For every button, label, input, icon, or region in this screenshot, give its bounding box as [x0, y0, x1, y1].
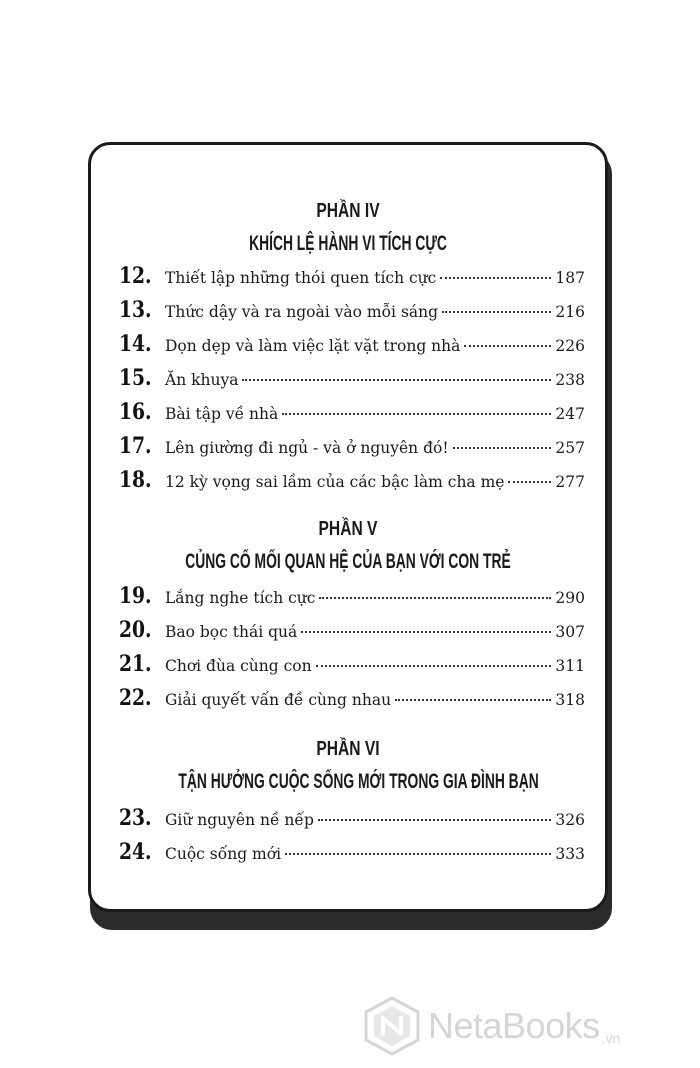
dot-leader: [508, 481, 551, 483]
netabooks-logo-icon: [364, 996, 420, 1056]
chapter-number: 13.: [119, 297, 152, 323]
dot-leader: [464, 345, 551, 347]
dot-leader: [440, 277, 551, 279]
toc-entry: [119, 263, 585, 293]
chapter-title: Thức dậy và ra ngoài vào mỗi sáng: [165, 303, 439, 321]
dot-leader: [316, 665, 552, 667]
chapter-title: Thiết lập những thói quen tích cực: [165, 269, 437, 287]
page-number: 216: [555, 303, 585, 321]
part-title: CỦNG CỐ MỐI QUAN HỆ CỦA BẠN VỚI CON TRẺ: [185, 550, 511, 573]
dot-leader: [395, 699, 551, 701]
part-title: TẬN HƯỞNG CUỘC SỐNG MỚI TRONG GIA ĐÌNH BẠN: [178, 770, 539, 793]
dot-leader: [453, 447, 552, 449]
chapter-number: 14.: [119, 331, 152, 357]
chapter-title: Giải quyết vấn đề cùng nhau: [165, 691, 392, 709]
page-number: 307: [555, 623, 585, 641]
chapter-number: 16.: [119, 399, 152, 425]
chapter-title: Lên giường đi ngủ - và ở nguyên đó!: [165, 439, 449, 457]
chapter-title: Ăn khuya: [165, 371, 239, 389]
chapter-number: 24.: [119, 839, 152, 865]
chapter-title: Cuộc sống mới: [165, 845, 282, 863]
netabooks-watermark: [364, 994, 694, 1058]
part-v-header: [91, 517, 605, 575]
toc-entry: [119, 297, 585, 327]
chapter-title: Dọn dẹp và làm việc lặt vặt trong nhà: [165, 337, 461, 355]
part-label: PHẦN IV: [316, 200, 380, 222]
chapter-number: 12.: [119, 263, 152, 289]
page-number: 333: [555, 845, 585, 863]
chapter-title: Bao bọc thái quá: [165, 623, 298, 641]
page-number: 277: [555, 473, 585, 491]
chapter-number: 18.: [119, 467, 152, 493]
part-label: PHẦN V: [318, 518, 378, 540]
chapter-title: 12 kỳ vọng sai lầm của các bậc làm cha mẹ: [165, 473, 505, 491]
page-number: 311: [555, 657, 585, 675]
part-label: PHẦN VI: [316, 738, 380, 760]
part-vi-header: [91, 737, 605, 795]
part-iv-header: [91, 199, 605, 257]
page-number: 226: [555, 337, 585, 355]
page-number: 326: [555, 811, 585, 829]
toc-entry: [119, 651, 585, 681]
page-number: 187: [555, 269, 585, 287]
toc-entry: [119, 399, 585, 429]
toc-entry: [119, 685, 585, 715]
chapter-number: 20.: [119, 617, 152, 643]
chapter-number: 19.: [119, 583, 152, 609]
toc-entry: [119, 365, 585, 395]
page-number: 257: [555, 439, 585, 457]
chapter-title: Lắng nghe tích cực: [165, 589, 316, 607]
chapter-title: Chơi đùa cùng con: [165, 657, 312, 675]
dot-leader: [318, 819, 552, 821]
dot-leader: [282, 413, 551, 415]
page-number: 318: [555, 691, 585, 709]
dot-leader: [301, 631, 551, 633]
page-number: 290: [555, 589, 585, 607]
table-of-contents-card: [88, 142, 608, 912]
dot-leader: [285, 853, 551, 855]
chapter-number: 23.: [119, 805, 152, 831]
toc-entry: [119, 839, 585, 869]
toc-entry: [119, 433, 585, 463]
chapter-title: Bài tập về nhà: [165, 405, 279, 423]
toc-entry: [119, 331, 585, 361]
watermark-suffix: .vn: [601, 1030, 621, 1046]
toc-entry: [119, 617, 585, 647]
toc-entry: [119, 805, 585, 835]
toc-entry: [119, 583, 585, 613]
dot-leader: [242, 379, 551, 381]
toc-entry: [119, 467, 585, 497]
chapter-number: 15.: [119, 365, 152, 391]
chapter-number: 21.: [119, 651, 152, 677]
page-number: 247: [555, 405, 585, 423]
dot-leader: [442, 311, 551, 313]
dot-leader: [319, 597, 551, 599]
watermark-brand: NetaBooks: [428, 1005, 600, 1046]
part-title: KHÍCH LỆ HÀNH VI TÍCH CỰC: [249, 232, 447, 255]
chapter-title: Giữ nguyên nề nếp: [165, 811, 314, 829]
page-number: 238: [555, 371, 585, 389]
chapter-number: 22.: [119, 685, 152, 711]
chapter-number: 17.: [119, 433, 152, 459]
